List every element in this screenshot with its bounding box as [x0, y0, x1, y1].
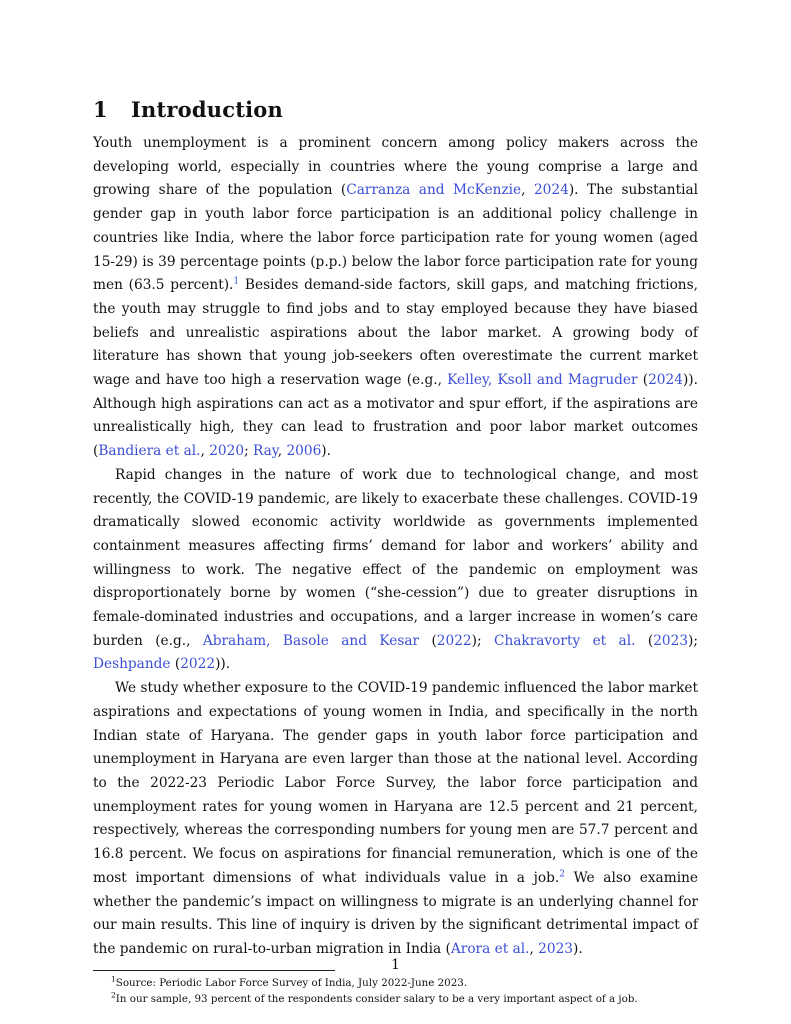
paragraph-1: [93, 132, 698, 464]
citation-link[interactable]: Bandiera et al.: [98, 443, 201, 460]
citation-year-link[interactable]: 2023: [653, 632, 689, 649]
text-run: Rapid changes in the nature of work due to technological change, and most recently, the COVID-19 pandemic, are likely to exacerbate these challenges. COVID-19 dramatically slowed economic activity worldwide as governments implemented containment measures affecting firms’ demand for labor and workers’ ability and willingness to work. The negative effect of the pandemic on employment was disproportionately borne by women (“she-cession”) due to greater disruptions in female-dominated industries and occupations, and a larger increase in women’s care burden (e.g.,: [93, 466, 698, 649]
section-number: 1: [93, 97, 108, 122]
text-run: ).: [573, 940, 583, 957]
section-title: Introduction: [131, 97, 283, 122]
text-run: (: [635, 632, 654, 649]
section-heading: [93, 96, 698, 124]
citation-year-link[interactable]: 2022: [436, 632, 472, 649]
text-run: ,: [529, 940, 539, 957]
text-run: ,: [521, 182, 534, 199]
citation-link[interactable]: Arora et al.: [450, 940, 530, 957]
paragraph-3: [93, 677, 698, 961]
text-run: (: [170, 656, 181, 673]
text-run: );: [688, 632, 698, 649]
citation-year-link[interactable]: 2022: [180, 656, 216, 673]
text-run: (: [419, 632, 437, 649]
citation-year-link[interactable]: 2006: [286, 443, 322, 460]
text-run: (: [637, 372, 649, 389]
paragraph-2: [93, 464, 698, 677]
text-run: We study whether exposure to the COVID-19 pandemic influenced the labor market aspirations and expectations of young women in India, and specifically in the north Indian state of Haryana. The gender gaps in youth labor force participation and unemployment in Haryana are even larger than those at the national level. According to the 2022-23 Periodic Labor Force Survey, the labor force participation and unemployment rates for young women in Haryana are 12.5 percent and 21 percent, respectively, whereas the corresponding numbers for young men are 57.7 percent and 16.8 percent. We focus on aspirations for financial remuneration, which is one of the most important dimensions of what individuals value in a job.: [93, 680, 698, 886]
text-run: ).: [321, 443, 331, 460]
footnote-text: In our sample, 93 percent of the respondents consider salary to be a very important aspect of a job.: [115, 992, 638, 1005]
text-run: ). The substantial gender gap in youth labor force participation is an additional policy challenge in countries like India, where the labor force participation rate for young women (aged 15-29) is 39 percentage points (p.p.) below the labor force participation rate for young men (63.5 percent).: [93, 182, 698, 294]
citation-link[interactable]: Carranza and McKenzie: [346, 182, 522, 199]
citation-link[interactable]: Chakravorty et al.: [493, 632, 636, 649]
text-run: Besides demand-side factors, skill gaps, and matching frictions, the youth may struggle to find jobs and to stay employed because they have biased beliefs and unrealistic aspirations about the labor market. A growing body of literature has shown that young job-seekers often overestimate the current market wage and have too high a reservation wage (e.g.,: [93, 277, 699, 389]
footnote-ref-1[interactable]: 1: [233, 276, 240, 287]
text-run: )). Although high aspirations can act as a motivator and spur effort, if the aspirations are unrealistically high, they can lead to frustration and poor labor market outcomes (: [93, 372, 698, 460]
text-run: );: [471, 632, 494, 649]
citation-year-link[interactable]: 2023: [538, 940, 574, 957]
citation-year-link[interactable]: 2020: [209, 443, 245, 460]
footnote-1: [93, 975, 698, 991]
citation-link[interactable]: Kelley, Ksoll and Magruder: [447, 372, 638, 389]
text-run: ,: [200, 443, 210, 460]
footnote-ref-2[interactable]: 2: [559, 869, 565, 880]
text-run: Youth unemployment is a prominent concern among policy makers across the developing world, especially in countries where the young comprise a large and growing share of the population (: [93, 135, 698, 199]
citation-link[interactable]: Deshpande: [93, 656, 171, 673]
citation-year-link[interactable]: 2024: [648, 372, 683, 389]
text-run: )).: [215, 656, 231, 673]
footnote-text: Source: Periodic Labor Force Survey of India, July 2022-June 2023.: [115, 976, 468, 989]
page-number: 1: [391, 957, 400, 973]
text-run: ,: [277, 443, 287, 460]
text-run: We also examine whether the pandemic’s impact on willingness to migrate is an underlying channel for our main results. This line of inquiry is driven by the significant detrimental impact of the pandemic on rural-to-urban migration in India (: [93, 869, 698, 957]
citation-link[interactable]: Abraham, Basole and Kesar: [202, 632, 420, 649]
footnote-mark: 1: [111, 974, 116, 984]
text-run: ;: [244, 443, 254, 460]
citation-year-link[interactable]: 2024: [533, 182, 569, 199]
page-body: [93, 96, 698, 1007]
footnote-mark: 2: [111, 990, 116, 1000]
citation-link[interactable]: Ray: [253, 443, 278, 460]
footnote-2: [93, 991, 698, 1007]
